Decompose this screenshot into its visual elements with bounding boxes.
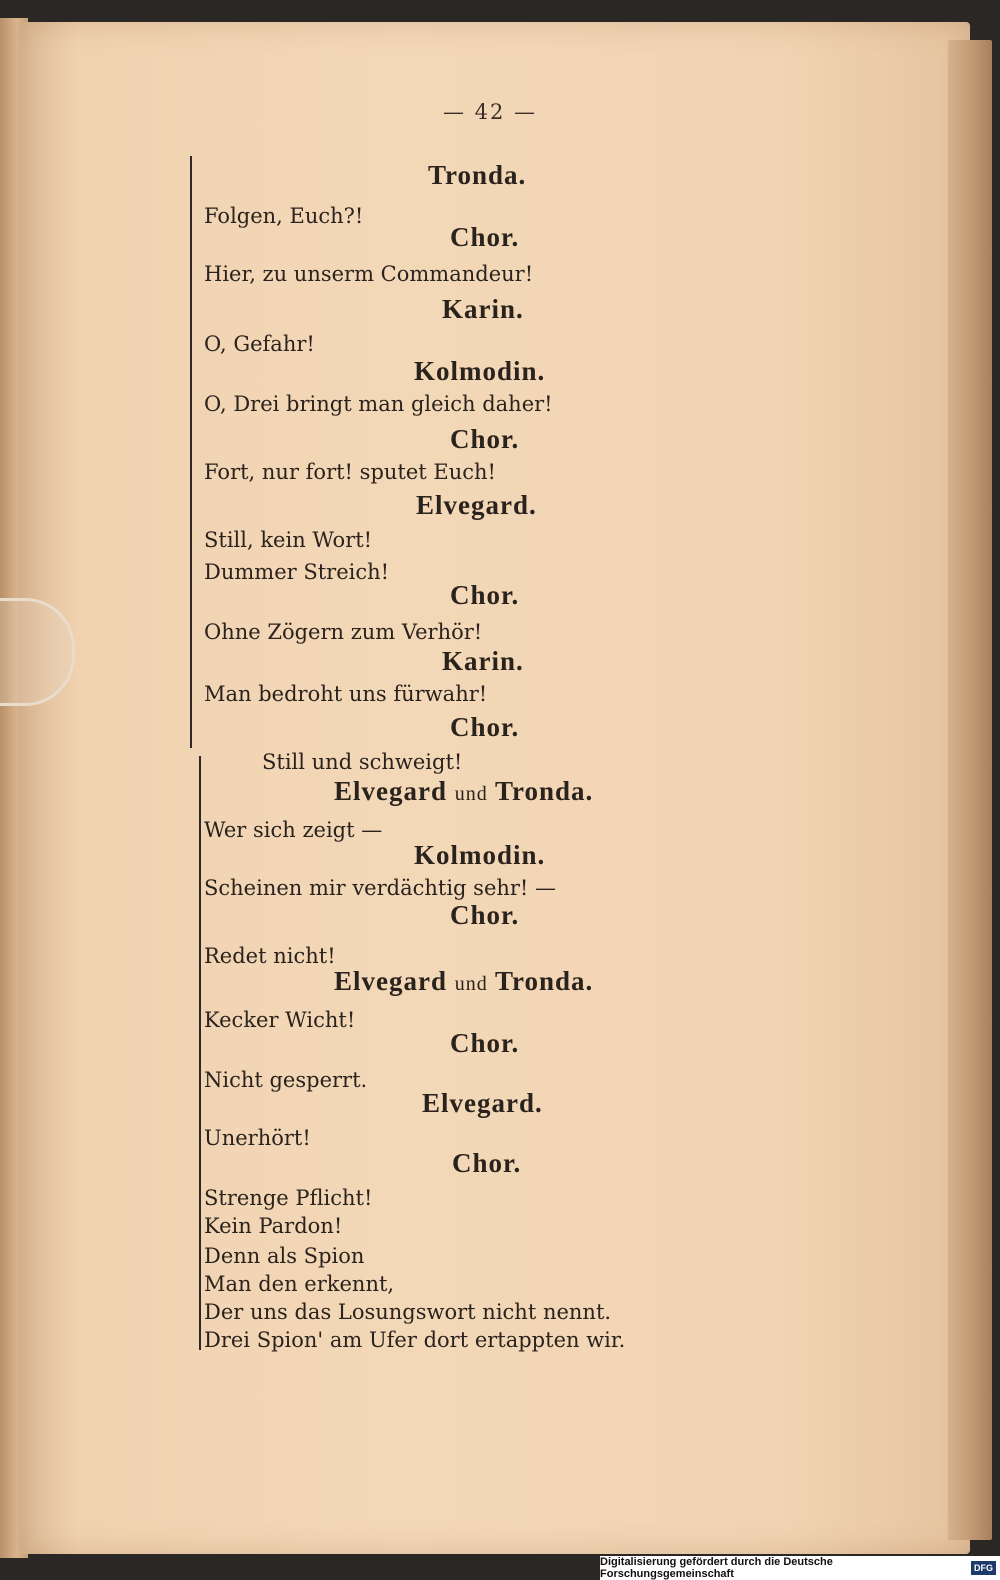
speaker-name: Kolmodin. [414, 840, 546, 870]
verse-line: Folgen, Euch?! [204, 204, 364, 228]
conjunction: und [454, 973, 488, 995]
speaker-name: Karin. [442, 646, 524, 676]
speaker-name: Tronda. [428, 160, 527, 190]
speaker-duo [334, 776, 593, 807]
verse-line: Kein Pardon! [204, 1214, 343, 1238]
verse-line: Man bedroht uns fürwahr! [204, 682, 488, 706]
speaker-name: Elvegard [334, 966, 447, 996]
speaker-name: Chor. [450, 222, 520, 252]
page-number: — 42 — [442, 100, 538, 124]
verse-line: Still und schweigt! [262, 750, 463, 774]
speaker-name: Tronda. [495, 966, 594, 996]
verse-line: Drei Spion' am Ufer dort ertappten wir. [204, 1328, 626, 1352]
conjunction: und [454, 783, 488, 805]
speaker-duo [334, 966, 593, 997]
speaker-name: Karin. [442, 294, 524, 324]
verse-line: O, Gefahr! [204, 332, 315, 356]
verse-line: Hier, zu unserm Commandeur! [204, 262, 534, 286]
digitization-credit [600, 1556, 1000, 1580]
verse-line: Redet nicht! [204, 944, 336, 968]
speaker-name: Chor. [452, 1148, 522, 1178]
speaker-name: Chor. [450, 900, 520, 930]
verse-line: Denn als Spion [204, 1244, 365, 1268]
speaker-name: Kolmodin. [414, 356, 546, 386]
verse-line: O, Drei bringt man gleich daher! [204, 392, 553, 416]
verse-line: Scheinen mir verdächtig sehr! — [204, 876, 557, 900]
speaker-name: Elvegard. [422, 1088, 543, 1118]
speaker-name: Chor. [450, 712, 520, 742]
credit-text: Digitalisierung gefördert durch die Deutsche Forschungsgemeinschaft [600, 1556, 833, 1580]
verse-line: Still, kein Wort! [204, 528, 373, 552]
speaker-name: Chor. [450, 580, 520, 610]
verse-line: Wer sich zeigt — [204, 818, 383, 842]
verse-line: Der uns das Losungswort nicht nennt. [204, 1300, 612, 1324]
verse-line: Unerhört! [204, 1126, 311, 1150]
dfg-logo: DFG [971, 1561, 996, 1575]
verse-line: Strenge Pflicht! [204, 1186, 373, 1210]
speaker-name: Elvegard [334, 776, 447, 806]
verse-line: Nicht gesperrt. [204, 1068, 368, 1092]
speaker-name: Chor. [450, 1028, 520, 1058]
speaker-name: Elvegard. [416, 490, 537, 520]
bracket-upper [190, 156, 198, 748]
right-page-edge [948, 40, 992, 1540]
speaker-name: Tronda. [495, 776, 594, 806]
verse-line: Kecker Wicht! [204, 1008, 356, 1032]
verse-line: Dummer Streich! [204, 560, 390, 584]
verse-line: Fort, nur fort! sputet Euch! [204, 460, 496, 484]
speaker-name: Chor. [450, 424, 520, 454]
verse-line: Ohne Zögern zum Verhör! [204, 620, 483, 644]
verse-line: Man den erkennt, [204, 1272, 395, 1296]
